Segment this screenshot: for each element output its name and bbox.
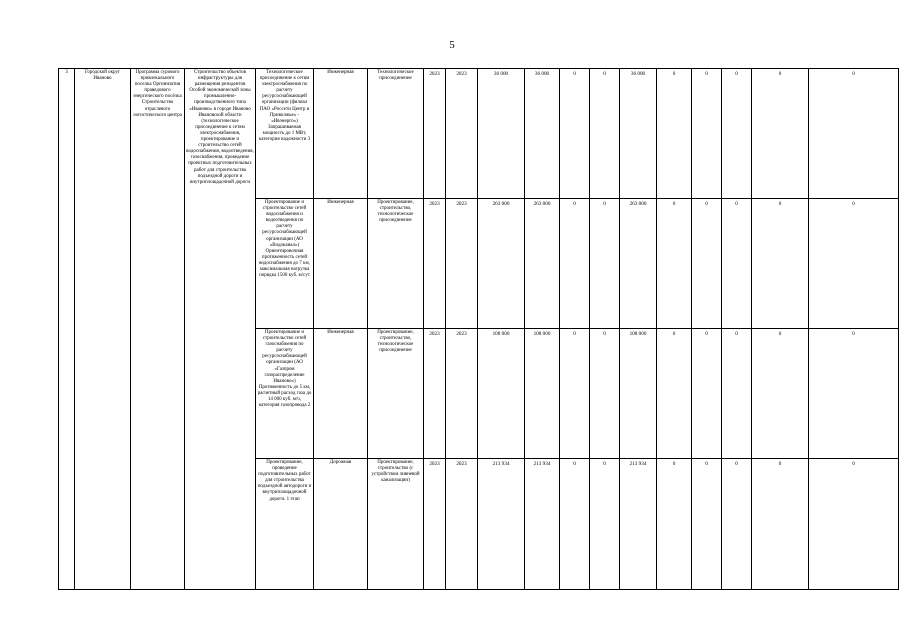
value-cell: 0 bbox=[590, 69, 620, 199]
total-cell: 263 000 bbox=[478, 199, 525, 329]
value-cell: 0 bbox=[809, 329, 899, 459]
value-cell: 0 bbox=[752, 69, 809, 199]
description-cell: Проектирование и строительство сетей водоснабжения и водоотведения по расчету ресурсоснабжающей организации (АО «Водоканал») Ориентировочная протяженность сетей водоснабжения до 7 км, максимальная нагрузка порядка 1500 куб. м/сут bbox=[256, 199, 314, 329]
value-cell: 0 bbox=[809, 459, 899, 590]
value-cell: 0 bbox=[809, 69, 899, 199]
value-cell: 0 bbox=[657, 199, 692, 329]
value-cell: 0 bbox=[722, 199, 752, 329]
value-cell: 0 bbox=[692, 459, 722, 590]
type-cell: Инженерная bbox=[314, 329, 368, 459]
value-cell: 0 bbox=[692, 329, 722, 459]
row-index: 3 bbox=[59, 69, 75, 590]
description-cell: Проектирование, проведение подготовительных работ для строительства подъездной автодороги и внутриплощадочной дороги. 1 этап bbox=[256, 459, 314, 590]
value-cell: 36 000 bbox=[525, 69, 560, 199]
value-cell: 36 000 bbox=[620, 69, 657, 199]
type-cell: Инженерная bbox=[314, 69, 368, 199]
value-cell: 0 bbox=[560, 69, 590, 199]
total-cell: 108 000 bbox=[478, 329, 525, 459]
total-cell: 36 000 bbox=[478, 69, 525, 199]
year-end-cell: 2023 bbox=[446, 69, 478, 199]
value-cell: 0 bbox=[752, 459, 809, 590]
value-cell: 0 bbox=[560, 459, 590, 590]
value-cell: 213 934 bbox=[620, 459, 657, 590]
value-cell: 0 bbox=[692, 69, 722, 199]
value-cell: 0 bbox=[722, 69, 752, 199]
project-table bbox=[58, 68, 899, 590]
year-end-cell: 2023 bbox=[446, 199, 478, 329]
page-number: 5 bbox=[449, 39, 455, 51]
value-cell: 0 bbox=[590, 329, 620, 459]
value-cell: 0 bbox=[722, 459, 752, 590]
value-cell: 108 000 bbox=[525, 329, 560, 459]
year-start-cell: 2023 bbox=[424, 199, 446, 329]
year-start-cell: 2023 bbox=[424, 329, 446, 459]
value-cell: 0 bbox=[657, 459, 692, 590]
value-cell: 263 000 bbox=[620, 199, 657, 329]
value-cell: 108 000 bbox=[620, 329, 657, 459]
project-cell: Строительство объектов инфраструктуры для размещения резидентов Особой экономической зоны промышленно-производственного типа «Иваново» в городе Иваново Ивановской области (технологическое присоединение к сетям электроснабжения, проектирование и строительство сетей водоснабжения, водоотведения, газоснабжения, проведение проектных подготовительных работ для строительства подъездной дороги и внутриплощадочной дороги bbox=[185, 69, 256, 590]
value-cell: 0 bbox=[590, 459, 620, 590]
works-cell: Технологическое присоединение bbox=[368, 69, 424, 199]
program-cell: Программа сурового привлекального поселка Оргинизатия праведового энергического посёлка Строительство отраслевого логистического центра bbox=[131, 69, 185, 590]
year-end-cell: 2023 bbox=[446, 329, 478, 459]
year-start-cell: 2023 bbox=[424, 69, 446, 199]
value-cell: 263 000 bbox=[525, 199, 560, 329]
works-cell: Проектирование, строительство (с устройством ливневой канализации) bbox=[368, 459, 424, 590]
value-cell: 0 bbox=[657, 69, 692, 199]
description-cell: Технологическое присоединение к сетям электроснабжения по расчету ресурсоснабжающей организации (филиал ПАО «Россети Центр и Приволжье» - «Ивэнерго») Запрашиваемая мощность до 1 МВт, категория надежности 3 bbox=[256, 69, 314, 199]
value-cell: 0 bbox=[657, 329, 692, 459]
value-cell: 213 934 bbox=[525, 459, 560, 590]
table-row bbox=[59, 69, 899, 199]
works-cell: Проектирование, строительство, технологическое присоединение bbox=[368, 329, 424, 459]
value-cell: 0 bbox=[590, 199, 620, 329]
type-cell: Инженерная bbox=[314, 199, 368, 329]
value-cell: 0 bbox=[809, 199, 899, 329]
value-cell: 0 bbox=[692, 199, 722, 329]
year-end-cell: 2023 bbox=[446, 459, 478, 590]
value-cell: 0 bbox=[752, 329, 809, 459]
type-cell: Дорожная bbox=[314, 459, 368, 590]
value-cell: 0 bbox=[722, 329, 752, 459]
works-cell: Проектирование, строительство, технологическое присоединение bbox=[368, 199, 424, 329]
year-start-cell: 2023 bbox=[424, 459, 446, 590]
value-cell: 0 bbox=[752, 199, 809, 329]
total-cell: 213 934 bbox=[478, 459, 525, 590]
value-cell: 0 bbox=[560, 329, 590, 459]
municipality-cell: Городской округ Иваново bbox=[75, 69, 131, 590]
value-cell: 0 bbox=[560, 199, 590, 329]
description-cell: Проектирование и строительство сетей газоснабжения по расчету ресурсоснабжающей организации (АО «Газпром газораспределение Иваново») Протяженность до 5 км, расчетный расход газа до 14 000 куб. м/ч, категория газопровода 2 bbox=[256, 329, 314, 459]
